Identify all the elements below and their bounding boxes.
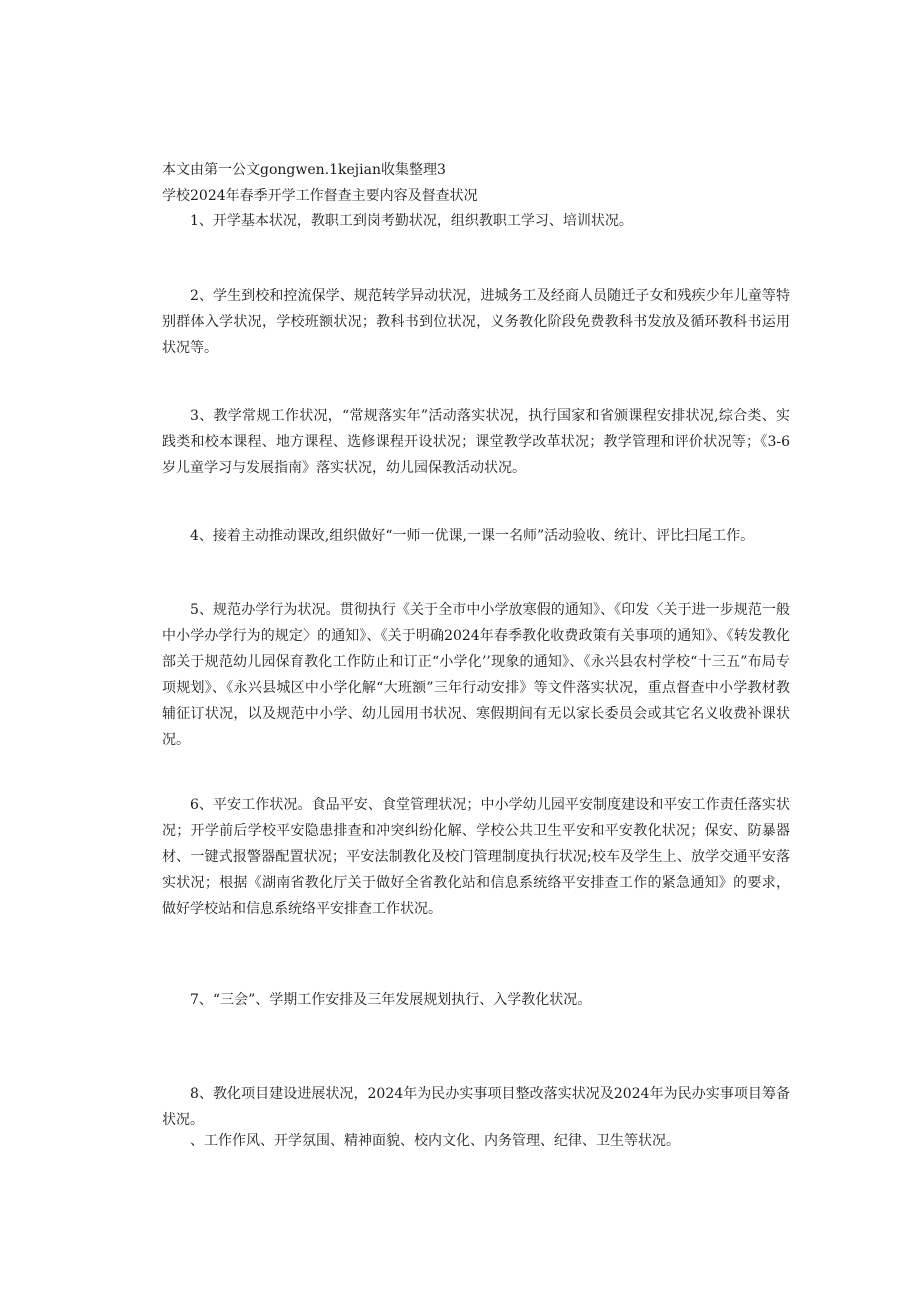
item-8: 8、教化项目建设进展状况，2024年为民办实事项目整改落实状况及2024年为民办实事项目筹备状况。: [162, 1086, 790, 1128]
item-3: 3、教学常规工作状况，“常规落实年”活动落实状况，执行国家和省颁课程安排状况,综合类、实践类和校本课程、地方课程、选修课程开设状况；课堂教学改革状况；教学管理和评价状况等；《3-6岁儿童学习与发展指南》落实状况，幼儿园保教活动状况。: [162, 408, 790, 476]
item-4: 4、接着主动推动课改,组织做好“一师一优课,一课一名师”活动验收、统计、评比扫尾工作。: [190, 528, 755, 544]
item-1: 1、开学基本状况，教职工到岗考勤状况，组织教职工学习、培训状况。: [190, 213, 633, 229]
item-6: 6、平安工作状况。食品平安、食堂管理状况；中小学幼儿园平安制度建设和平安工作责任落实状况；开学前后学校平安隐患排查和冲突纠纷化解、学校公共卫生平安和平安教化状况；保安、防暴器材、一键式报警器配置状况；平安法制教化及校门管理制度执行状况;校车及学生上、放学交通平安落实状况；根据《湖南省教化厅关于做好全省教化站和信息系统络平安排查工作的紧急通知》的要求，做好学校站和信息系统络平安排查工作状况。: [162, 797, 790, 917]
item-7: 7、“三会”、学期工作安排及三年发展规划执行、入学教化状况。: [190, 992, 592, 1008]
source-note: 本文由第一公文gongwen.1kejian收集整理3: [162, 162, 446, 178]
item-9: 、工作作风、开学氛围、精神面貌、校内文化、内务管理、纪律、卫生等状况。: [190, 1133, 680, 1149]
item-5: 5、规范办学行为状况。贯彻执行《关于全市中小学放寒假的通知》、《印发〈关于进一步规范一般中小学办学行为的规定〉的通知》、《关于明确2024年春季教化收费政策有关事项的通知》、《转发教化部关于规范幼儿园保育教化工作防止和订正“小学化’’现象的通知》、《永兴县农村学校“十三五”布局专项规划》、《永兴县城区中小学化解“大班额”三年行动安排》等文件落实状况，重点督查中小学教材教辅征订状况，以及规范中小学、幼儿园用书状况、寒假期间有无以家长委员会或其它名义收费补课状况。: [162, 602, 790, 748]
document-title: 学校2024年春季开学工作督查主要内容及督查状况: [162, 188, 478, 204]
item-2: 2、学生到校和控流保学、规范转学异动状况，进城务工及经商人员随迁子女和残疾少年儿童等特别群体入学状况，学校班额状况；教科书到位状况，义务教化阶段免费教科书发放及循环教科书运用状况等。: [162, 288, 790, 356]
